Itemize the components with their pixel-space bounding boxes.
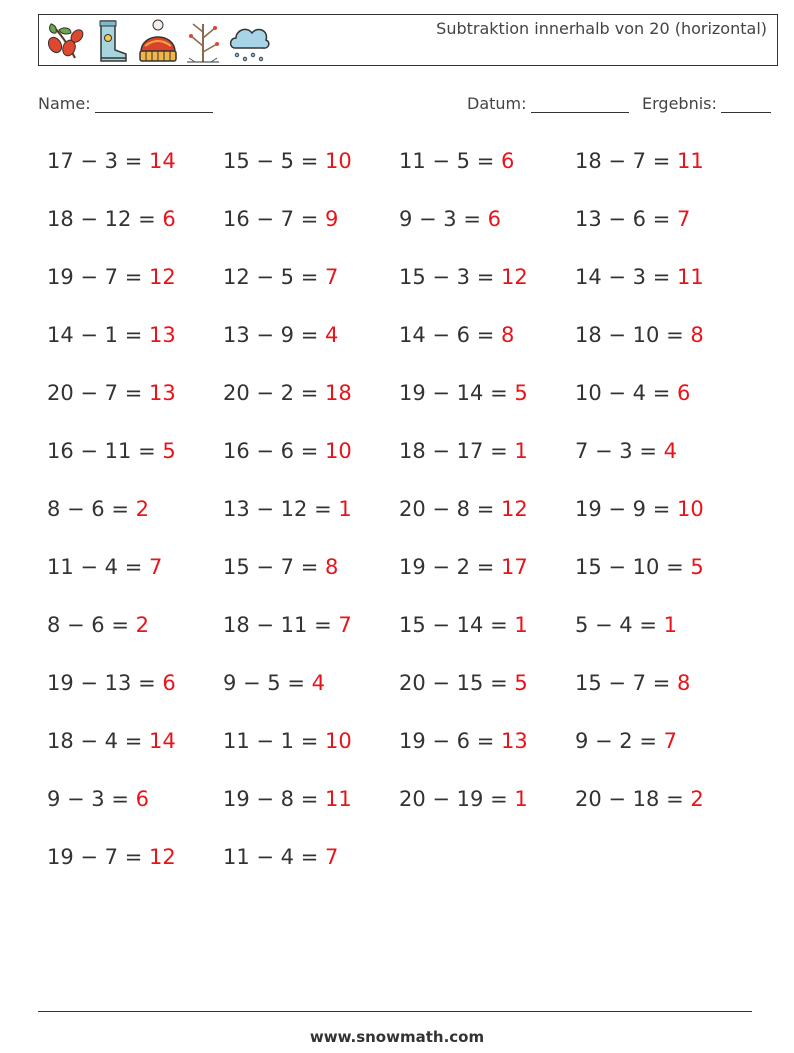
problem-item — [223, 604, 399, 662]
problem-question: 15 − 3 = — [399, 265, 495, 289]
problem-question: 16 − 11 = — [47, 439, 156, 463]
problem-item — [399, 720, 575, 778]
problem-item — [47, 256, 223, 314]
problem-item — [47, 604, 223, 662]
score-blank[interactable] — [721, 96, 771, 113]
problem-question: 19 − 7 = — [47, 265, 143, 289]
problem-answer: 1 — [514, 613, 528, 637]
problem-answer: 13 — [149, 323, 176, 347]
problem-question: 20 − 2 = — [223, 381, 319, 405]
problem-answer: 4 — [663, 439, 678, 463]
problem-question: 9 − 5 = — [223, 671, 305, 695]
problem-question: 16 − 7 = — [223, 207, 319, 231]
problem-item — [575, 546, 751, 604]
problem-question: 9 − 2 = — [575, 729, 657, 753]
rain-boot-icon — [93, 18, 129, 64]
problem-answer: 7 — [677, 207, 691, 231]
problem-item — [575, 720, 751, 778]
rosehip-branch-icon — [45, 18, 85, 64]
problem-item — [223, 488, 399, 546]
problem-item — [575, 372, 751, 430]
page-title: Subtraktion innerhalb von 20 (horizontal) — [436, 19, 767, 38]
problem-answer: 10 — [325, 149, 352, 173]
problem-item — [47, 198, 223, 256]
problem-item — [223, 430, 399, 488]
problem-question: 18 − 11 = — [223, 613, 332, 637]
problem-answer: 14 — [149, 729, 176, 753]
problem-question: 20 − 15 = — [399, 671, 508, 695]
problem-question: 15 − 10 = — [575, 555, 684, 579]
problem-answer: 9 — [325, 207, 339, 231]
problem-answer: 1 — [663, 613, 678, 637]
problem-answer: 12 — [501, 265, 528, 289]
problem-question: 18 − 4 = — [47, 729, 143, 753]
score-field — [642, 94, 771, 113]
problem-item — [223, 140, 399, 198]
problem-item — [399, 778, 575, 836]
problem-answer: 11 — [677, 265, 704, 289]
problem-answer: 7 — [338, 613, 352, 637]
problem-item — [399, 140, 575, 198]
problem-question: 13 − 9 = — [223, 323, 319, 347]
problem-question: 20 − 19 = — [399, 787, 508, 811]
problem-question: 18 − 12 = — [47, 207, 156, 231]
worksheet-header — [38, 14, 778, 66]
problem-answer: 10 — [677, 497, 704, 521]
problem-item — [399, 488, 575, 546]
problem-item — [399, 198, 575, 256]
problem-answer: 12 — [149, 845, 176, 869]
problem-question: 5 − 4 = — [575, 613, 657, 637]
problem-question: 15 − 7 = — [575, 671, 671, 695]
problem-answer: 10 — [325, 439, 352, 463]
problem-answer: 1 — [514, 439, 528, 463]
problem-answer: 10 — [325, 729, 352, 753]
problem-question: 20 − 7 = — [47, 381, 143, 405]
problem-question: 14 − 6 = — [399, 323, 495, 347]
problem-item — [575, 140, 751, 198]
footer-divider — [38, 1011, 752, 1012]
problem-answer: 11 — [677, 149, 704, 173]
problem-question: 15 − 14 = — [399, 613, 508, 637]
problem-question: 19 − 9 = — [575, 497, 671, 521]
problem-item — [399, 662, 575, 720]
problem-answer: 7 — [325, 265, 339, 289]
problem-item — [47, 662, 223, 720]
problem-question: 16 − 6 = — [223, 439, 319, 463]
problem-item — [47, 546, 223, 604]
problem-item — [575, 314, 751, 372]
problem-answer: 6 — [677, 381, 691, 405]
problem-answer: 6 — [162, 671, 176, 695]
problem-item — [399, 314, 575, 372]
problem-answer: 6 — [135, 787, 150, 811]
problem-item — [223, 836, 399, 894]
problem-item — [223, 314, 399, 372]
problem-question: 19 − 8 = — [223, 787, 319, 811]
problem-answer: 17 — [501, 555, 528, 579]
problem-item — [575, 662, 751, 720]
problem-item — [47, 836, 223, 894]
problem-item — [223, 662, 399, 720]
problem-answer: 2 — [135, 613, 150, 637]
problem-question: 9 − 3 = — [47, 787, 129, 811]
name-blank[interactable] — [95, 96, 213, 113]
problem-question: 19 − 13 = — [47, 671, 156, 695]
problem-answer: 11 — [325, 787, 352, 811]
name-field — [38, 94, 213, 113]
date-blank[interactable] — [531, 96, 629, 113]
problem-item — [399, 372, 575, 430]
problem-item — [47, 140, 223, 198]
problem-answer: 5 — [162, 439, 176, 463]
problem-item — [399, 256, 575, 314]
problems-grid — [47, 140, 767, 894]
problem-answer: 13 — [149, 381, 176, 405]
knit-hat-icon — [137, 18, 179, 64]
problem-answer: 4 — [311, 671, 326, 695]
problem-question: 13 − 12 = — [223, 497, 332, 521]
problem-item — [575, 256, 751, 314]
name-label: Name: — [38, 94, 91, 113]
problem-question: 19 − 14 = — [399, 381, 508, 405]
problem-answer: 6 — [487, 207, 502, 231]
problem-answer: 12 — [149, 265, 176, 289]
score-label: Ergebnis: — [642, 94, 717, 113]
problem-question: 20 − 18 = — [575, 787, 684, 811]
problem-item — [223, 546, 399, 604]
problem-answer: 13 — [501, 729, 528, 753]
problem-answer: 6 — [162, 207, 176, 231]
problem-answer: 14 — [149, 149, 176, 173]
problem-item — [47, 778, 223, 836]
problem-question: 11 − 5 = — [399, 149, 495, 173]
problem-answer: 2 — [690, 787, 704, 811]
problem-answer: 8 — [677, 671, 691, 695]
problem-answer: 5 — [514, 381, 528, 405]
problem-answer: 5 — [690, 555, 704, 579]
problem-answer: 1 — [514, 787, 528, 811]
problem-question: 8 − 6 = — [47, 613, 129, 637]
problem-item — [223, 198, 399, 256]
problem-question: 10 − 4 = — [575, 381, 671, 405]
problem-item — [47, 720, 223, 778]
problem-item — [223, 778, 399, 836]
problem-answer: 18 — [325, 381, 352, 405]
problem-question: 8 − 6 = — [47, 497, 129, 521]
problem-question: 7 − 3 = — [575, 439, 657, 463]
problem-answer: 1 — [338, 497, 352, 521]
problem-question: 18 − 17 = — [399, 439, 508, 463]
problem-question: 17 − 3 = — [47, 149, 143, 173]
problem-item — [575, 604, 751, 662]
problem-question: 19 − 7 = — [47, 845, 143, 869]
problem-question: 15 − 5 = — [223, 149, 319, 173]
problem-question: 11 − 1 = — [223, 729, 319, 753]
problem-answer: 8 — [690, 323, 704, 347]
problem-answer: 5 — [514, 671, 528, 695]
problem-item — [575, 488, 751, 546]
problem-question: 20 − 8 = — [399, 497, 495, 521]
problem-question: 11 − 4 = — [223, 845, 319, 869]
problem-answer: 7 — [325, 845, 339, 869]
problem-item — [575, 198, 751, 256]
problem-item — [47, 430, 223, 488]
bare-twig-icon — [183, 18, 223, 64]
problem-question: 19 − 6 = — [399, 729, 495, 753]
problem-question: 12 − 5 = — [223, 265, 319, 289]
problem-item — [399, 604, 575, 662]
problem-question: 11 − 4 = — [47, 555, 143, 579]
problem-question: 9 − 3 = — [399, 207, 481, 231]
date-label: Datum: — [467, 94, 527, 113]
problem-item — [223, 256, 399, 314]
footer-url: www.snowmath.com — [309, 1028, 485, 1046]
problem-item — [223, 372, 399, 430]
problem-item — [223, 720, 399, 778]
problem-answer: 12 — [501, 497, 528, 521]
problem-question: 18 − 10 = — [575, 323, 684, 347]
problem-answer: 8 — [501, 323, 515, 347]
problem-answer: 7 — [663, 729, 678, 753]
problem-question: 15 − 7 = — [223, 555, 319, 579]
rain-cloud-icon — [227, 18, 271, 64]
problem-item — [47, 488, 223, 546]
problem-item — [399, 430, 575, 488]
problem-item — [47, 314, 223, 372]
problem-question: 14 − 3 = — [575, 265, 671, 289]
problem-item — [47, 372, 223, 430]
problem-answer: 7 — [149, 555, 163, 579]
date-field — [467, 94, 629, 113]
problem-answer: 6 — [501, 149, 515, 173]
problem-question: 13 − 6 = — [575, 207, 671, 231]
problem-item — [575, 430, 751, 488]
problem-item — [399, 546, 575, 604]
problem-item — [575, 778, 751, 836]
problem-answer: 2 — [135, 497, 150, 521]
problem-question: 19 − 2 = — [399, 555, 495, 579]
problem-answer: 4 — [325, 323, 339, 347]
problem-question: 14 − 1 = — [47, 323, 143, 347]
problem-question: 18 − 7 = — [575, 149, 671, 173]
problem-answer: 8 — [325, 555, 339, 579]
